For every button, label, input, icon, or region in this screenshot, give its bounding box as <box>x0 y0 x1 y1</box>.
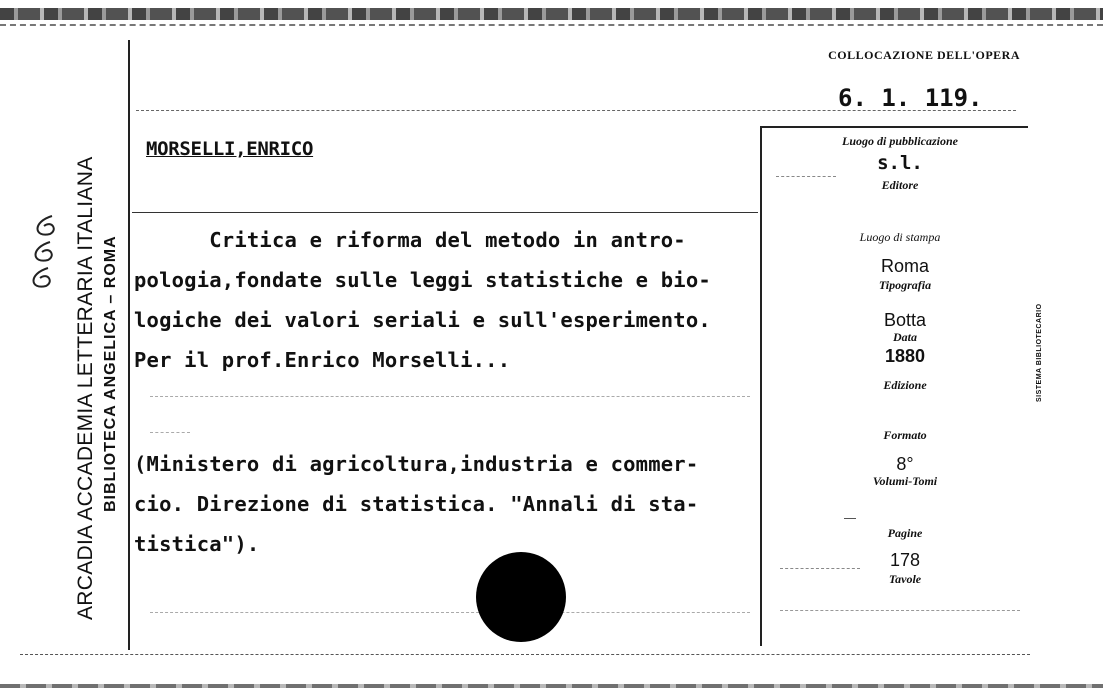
body-rule <box>150 612 750 613</box>
left-card-border <box>128 40 130 650</box>
printer-value: Botta <box>883 310 927 330</box>
place-of-printing-value: Roma <box>880 256 929 276</box>
title-line-3: logiche dei valori seriali e sull'esperimento. <box>134 308 711 332</box>
body-rule <box>150 432 190 433</box>
series-note-block <box>134 452 698 572</box>
series-line-1: (Ministero di agricoltura,industria e commer- <box>134 452 699 476</box>
bottom-scan-border <box>0 684 1103 688</box>
shelfmark-underline <box>136 110 1016 111</box>
edition-label: Edizione <box>883 378 927 392</box>
series-line-2: cio. Direzione di statistica. "Annali di sta- <box>134 492 699 516</box>
title-line-1: Critica e riforma del metodo in antro- <box>134 228 686 252</box>
plates-label: Tavole <box>888 572 922 586</box>
top-scan-border <box>0 8 1103 20</box>
right-edge-stamp: SISTEMA BIBLIOTECARIO <box>1036 303 1043 402</box>
punch-hole <box>476 552 566 642</box>
title-block <box>134 228 711 388</box>
vertical-library-text: BIBLIOTECA ANGELICA – ROMA <box>102 235 119 512</box>
place-of-publication-label: Luogo di pubblicazione <box>841 134 958 148</box>
card-bottom-rule <box>20 654 1030 655</box>
date-label: Data <box>893 330 917 344</box>
top-scan-border-line <box>0 24 1103 26</box>
printer-label: Tipografia <box>878 278 932 292</box>
pages-value: 178 <box>889 550 921 570</box>
sidebar-rule <box>776 176 836 177</box>
title-line-4: Per il prof.Enrico Morselli... <box>134 348 511 372</box>
sidebar-rule <box>844 518 856 519</box>
sidebar-rule <box>780 610 1020 611</box>
sidebar-left-border <box>760 126 762 646</box>
sidebar-rule <box>780 568 860 569</box>
shelfmark-label: COLLOCAZIONE DELL'OPERA <box>828 48 1020 62</box>
handwritten-signature-icon <box>22 208 66 298</box>
format-label: Formato <box>883 428 927 442</box>
series-line-3: tistica"). <box>134 532 260 556</box>
publisher-label: Editore <box>881 178 919 192</box>
author-separator <box>132 212 758 213</box>
place-of-publication-value: s.l. <box>877 152 923 174</box>
author-heading: MORSELLI,ENRICO <box>146 138 314 160</box>
format-value: 8° <box>896 454 914 474</box>
body-rule <box>150 396 750 397</box>
sidebar-top-border <box>760 126 1028 128</box>
vertical-institution-text: ARCADIA ACCADEMIA LETTERARIA ITALIANA <box>74 156 97 620</box>
shelfmark-value: 6. 1. 119. <box>838 84 983 112</box>
volumes-label: Volumi-Tomi <box>872 474 938 488</box>
pages-label: Pagine <box>887 526 923 540</box>
place-of-printing-label: Luogo di stampa <box>859 230 941 244</box>
date-value: 1880 <box>884 346 926 366</box>
handwritten-mark <box>22 208 66 298</box>
title-line-2: pologia,fondate sulle leggi statistiche e bio- <box>134 268 711 292</box>
